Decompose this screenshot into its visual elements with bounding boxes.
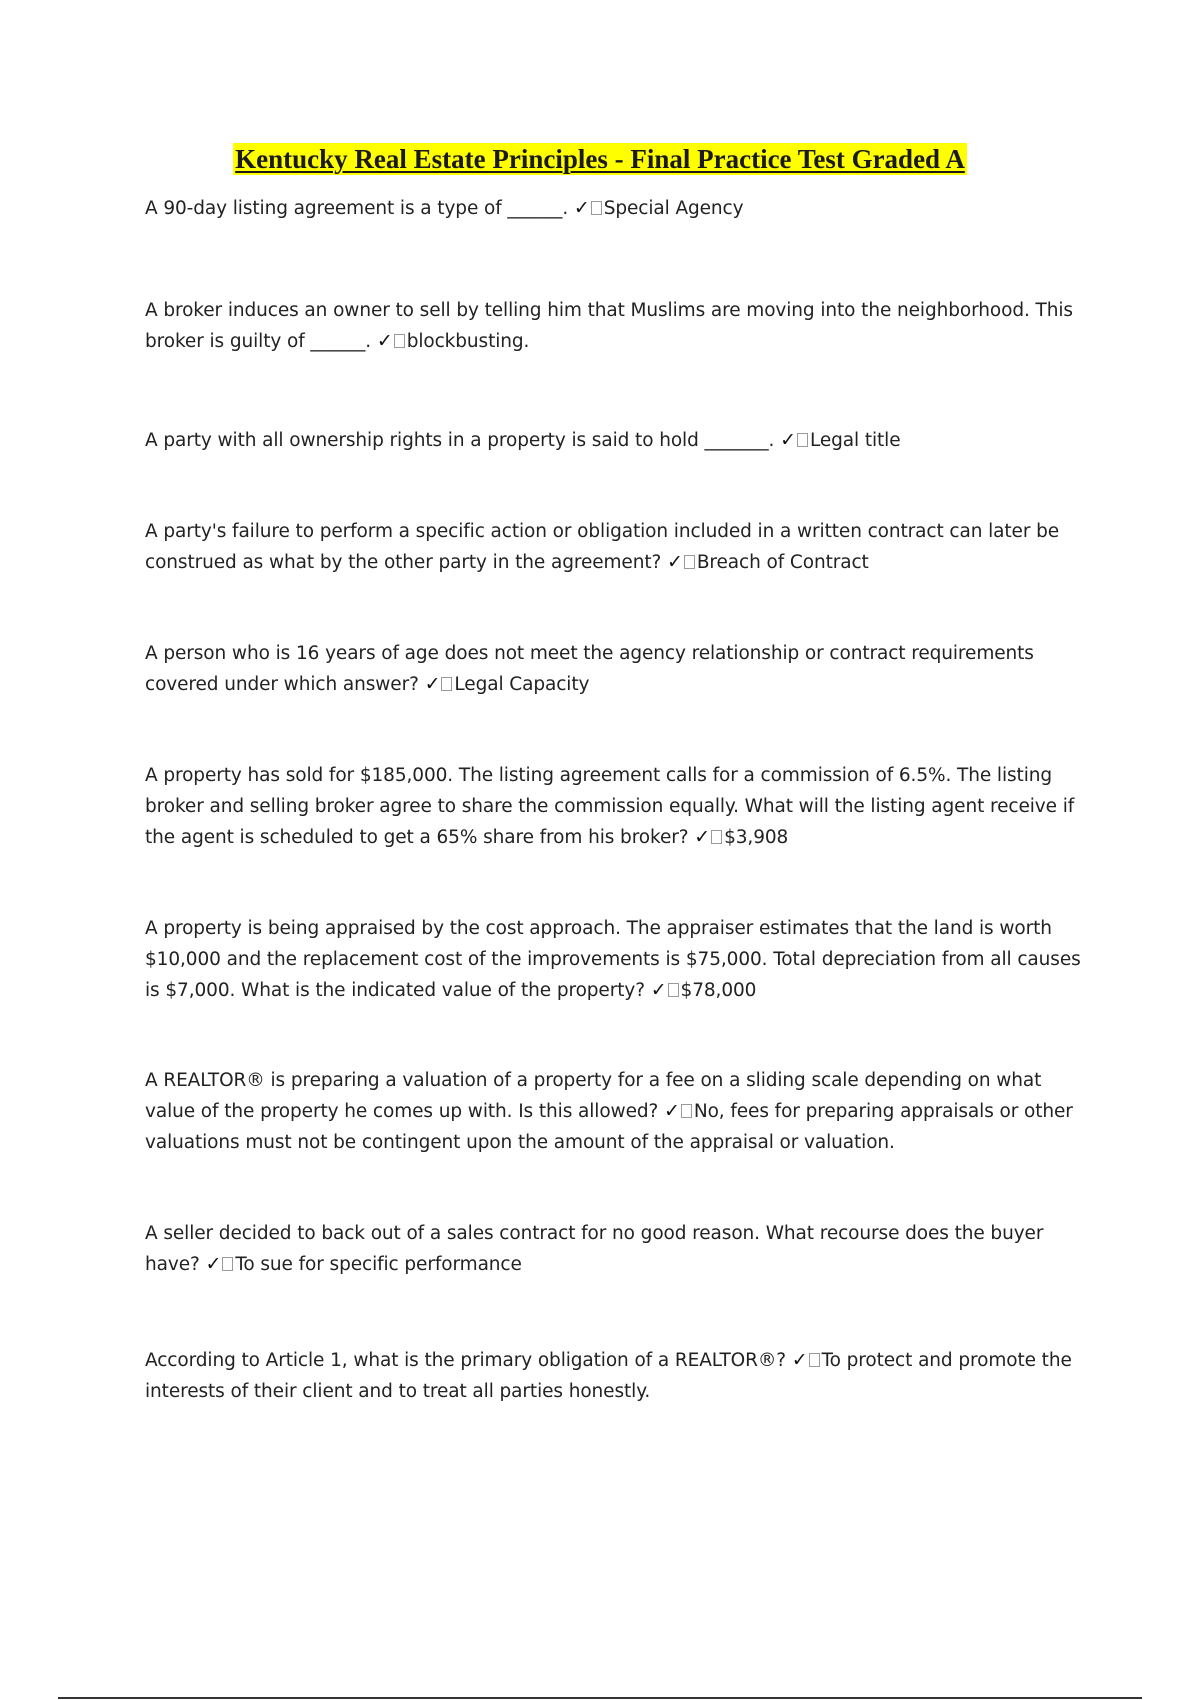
checkbox-square-icon <box>591 201 602 215</box>
document-title: Kentucky Real Estate Principles - Final Practice Test Graded A <box>235 144 965 174</box>
qa-item-10 <box>145 1345 1095 1407</box>
question-text: A party's failure to perform a specific action or obligation included in a written contract can later be construed as what by the other party in the agreement? <box>145 521 1060 573</box>
qa-item-8 <box>145 1065 1095 1158</box>
answer-text: Legal title <box>809 430 901 451</box>
footer-divider <box>58 1697 1142 1699</box>
qa-item-6 <box>145 760 1095 853</box>
question-text: A property is being appraised by the cost approach. The appraiser estimates that the land is worth $10,000 and the replacement cost of the improvements is $75,000. Total depreciation from all causes is $7,000. What is the indicated value of the property? <box>145 918 1081 1001</box>
question-text: A property has sold for $185,000. The listing agreement calls for a commission of 6.5%. The listing broker and selling broker agree to share the commission equally. What will the listing agent receive if the agent is scheduled to get a 65% share from his broker? <box>145 765 1075 848</box>
question-text: A party with all ownership rights in a property is said to hold _______. <box>145 430 775 451</box>
checkmark-icon: ✓ <box>650 979 667 1001</box>
checkbox-square-icon <box>711 830 722 844</box>
qa-item-5 <box>145 638 1095 700</box>
question-text: A 90-day listing agreement is a type of ______. <box>145 198 569 219</box>
question-text: A REALTOR® is preparing a valuation of a property for a fee on a sliding scale depending on what value of the property he comes up with. Is this allowed? <box>145 1070 1042 1122</box>
answer-text: $78,000 <box>680 980 757 1001</box>
question-text: According to Article 1, what is the primary obligation of a REALTOR®? <box>145 1350 786 1371</box>
checkbox-square-icon <box>681 1104 692 1118</box>
answer-text: Legal Capacity <box>454 674 590 695</box>
checkmark-icon: ✓ <box>780 429 796 451</box>
question-text: A seller decided to back out of a sales contract for no good reason. What recourse does the buyer have? <box>145 1223 1044 1275</box>
title-container <box>0 143 1200 175</box>
answer-text: Special Agency <box>603 198 744 219</box>
qa-item-4 <box>145 516 1095 578</box>
answer-text: To sue for specific performance <box>235 1254 522 1275</box>
question-text: A person who is 16 years of age does not meet the agency relationship or contract requirements covered under which answer? <box>145 643 1034 695</box>
answer-text: Breach of Contract <box>696 552 869 573</box>
checkbox-square-icon <box>394 334 405 348</box>
checkmark-icon: ✓ <box>573 197 590 219</box>
question-text: A broker induces an owner to sell by telling him that Muslims are moving into the neighborhood. This broker is guilty of ______. <box>145 300 1073 352</box>
checkbox-square-icon <box>441 677 452 691</box>
qa-item-2 <box>145 295 1095 357</box>
checkbox-square-icon <box>668 983 679 997</box>
checkbox-square-icon <box>797 433 808 447</box>
checkmark-icon: ✓ <box>424 673 441 695</box>
qa-item-3 <box>145 425 1095 456</box>
qa-item-9 <box>145 1218 1095 1280</box>
answer-text: $3,908 <box>724 827 789 848</box>
checkbox-square-icon <box>222 1257 233 1271</box>
qa-item-1 <box>145 193 1095 224</box>
checkbox-square-icon <box>684 555 695 569</box>
checkmark-icon: ✓ <box>664 1100 680 1122</box>
answer-text: blockbusting. <box>406 331 530 352</box>
checkmark-icon: ✓ <box>694 826 711 848</box>
qa-item-7 <box>145 913 1095 1006</box>
checkmark-icon: ✓ <box>667 551 683 573</box>
checkmark-icon: ✓ <box>205 1253 222 1275</box>
checkmark-icon: ✓ <box>791 1349 808 1371</box>
checkbox-square-icon <box>809 1353 820 1367</box>
answer-text: To protect and promote the interests of their client and to treat all parties honestly. <box>145 1350 1072 1402</box>
checkmark-icon: ✓ <box>376 330 393 352</box>
answer-text: No, fees for preparing appraisals or other valuations must not be contingent upon the amount of the appraisal or valuation. <box>145 1101 1073 1153</box>
